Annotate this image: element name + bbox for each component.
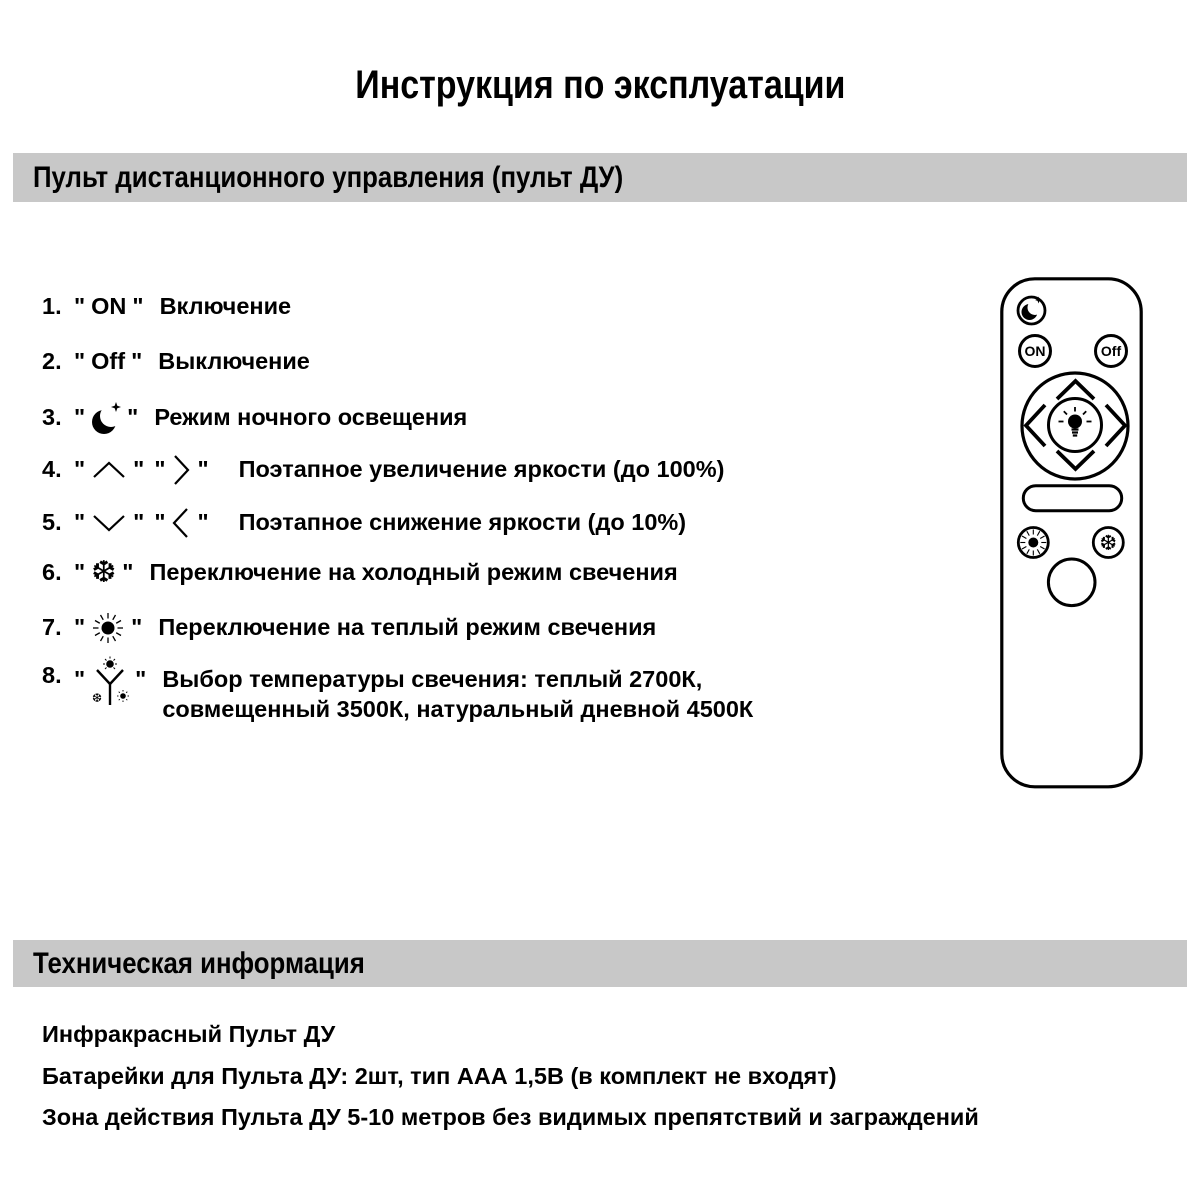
snowflake-icon: ❆ — [91, 555, 117, 590]
quote-mark: " — [74, 509, 86, 536]
tech-info-line: Зона действия Пульта ДУ 5-10 метров без видимых препятствий и заграждений — [42, 1104, 979, 1130]
chevron-up-icon — [91, 460, 127, 480]
quote-mark: " — [127, 404, 139, 431]
list-item-temperature-select: 8. " ❆ " Выбор температуры свечения: теплый 2700К, совмещенный 3500К, натуральный дневной 4500К — [42, 664, 753, 724]
quote-mark: " — [133, 509, 145, 536]
quote-mark: " — [131, 614, 143, 641]
remote-control-illustration — [1000, 277, 1143, 789]
snowflake-icon: ❆ — [1099, 531, 1118, 555]
quote-mark: " — [74, 348, 86, 375]
section-header-remote: Пульт дистанционного управления (пульт ДУ) — [13, 153, 1187, 202]
moon-icon — [91, 400, 121, 436]
list-item-on: 1. " ON " Включение — [42, 293, 292, 320]
tech-info-line: Инфракрасный Пульт ДУ — [42, 1021, 336, 1047]
quote-mark: " — [74, 614, 86, 641]
small-snowflake-icon: ❆ — [92, 691, 103, 705]
chevron-down-icon — [91, 513, 127, 533]
chevron-left-icon — [171, 506, 191, 540]
on-label: ON — [91, 293, 127, 320]
quote-mark: " — [154, 456, 166, 483]
tech-info-line: Батарейки для Пульта ДУ: 2шт, тип ААА 1,5В (в комплект не входят) — [42, 1063, 837, 1089]
quote-mark: " — [131, 348, 143, 375]
quote-mark: " — [133, 456, 145, 483]
svg-text:Off: Off — [1100, 343, 1122, 359]
list-item-brightness-down: 5. " " " " Поэтапное снижение яркости (до 10%) — [42, 506, 686, 540]
sun-icon — [1028, 538, 1038, 548]
quote-mark: " — [74, 456, 86, 483]
section-header-tech-info: Техническая информация — [13, 940, 1187, 987]
quote-mark: " — [74, 666, 86, 692]
quote-mark: " — [74, 293, 86, 320]
sun-icon — [91, 611, 125, 645]
quote-mark: " — [74, 404, 86, 431]
quote-mark: " — [132, 293, 144, 320]
off-label: Off — [91, 348, 126, 375]
chevron-right-icon — [171, 453, 191, 487]
list-item-cold-mode: 6. " ❆ " Переключение на холодный режим свечения — [42, 555, 678, 590]
temperature-select-description: Выбор температуры свечения: теплый 2700К, совмещенный 3500К, натуральный дневной 4500К — [162, 666, 754, 722]
quote-mark: " — [74, 559, 86, 586]
quote-mark: " — [135, 666, 147, 692]
list-item-warm-mode: 7. " " Переключение на теплый режим свечения — [42, 611, 656, 645]
remote-warm-button — [1018, 528, 1048, 558]
svg-text:ON: ON — [1024, 343, 1046, 359]
quote-mark: " — [122, 559, 134, 586]
quote-mark: " — [197, 509, 209, 536]
list-item-off: 2. " Off " Выключение — [42, 348, 310, 375]
list-item-night-mode: 3. " " Режим ночного освещения — [42, 401, 467, 435]
list-item-brightness-up: 4. " " " " Поэтапное увеличение яркости (до 100%) — [42, 453, 724, 487]
quote-mark: " — [154, 509, 166, 536]
quote-mark: " — [197, 456, 209, 483]
page-title: Инструкция по эксплуатации — [354, 63, 846, 107]
temperature-select-icon — [91, 656, 129, 710]
